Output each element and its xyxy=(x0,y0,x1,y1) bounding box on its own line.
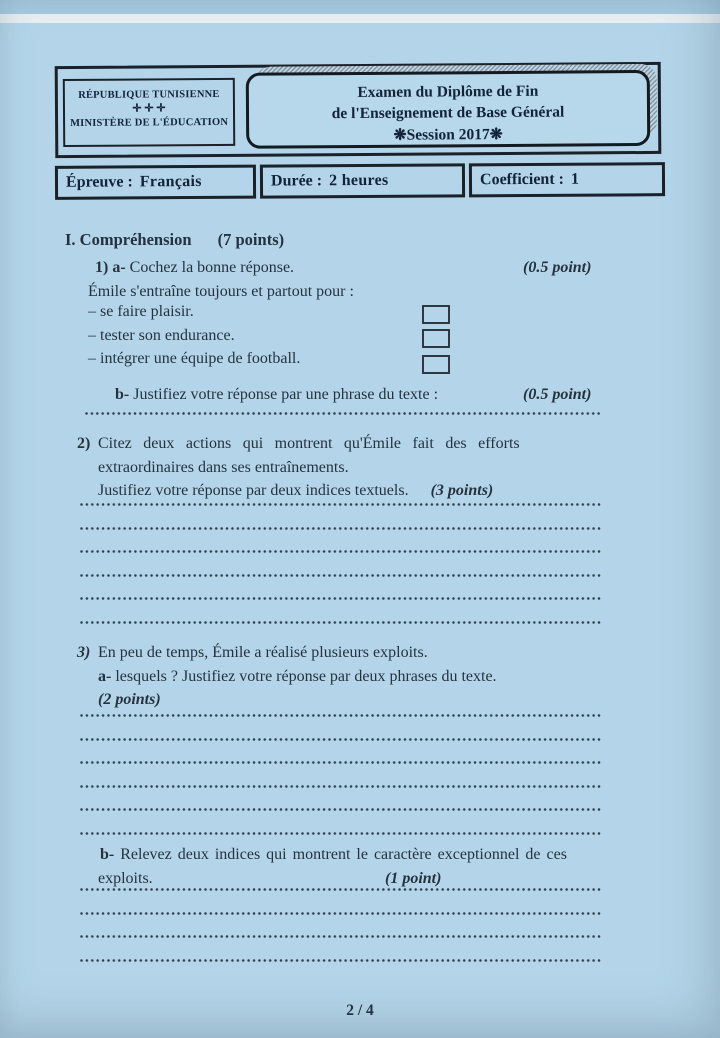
info-cell-duree xyxy=(260,163,465,198)
answer-dotted-line xyxy=(80,714,602,717)
question-3b-prompt-line1 xyxy=(65,843,605,867)
answer-dotted-line xyxy=(80,621,602,624)
exam-title-line2: de l'Enseignement de Base Général xyxy=(331,103,565,123)
exam-title-box xyxy=(246,70,651,149)
ministry-box xyxy=(63,78,235,147)
coefficient-value: 1 xyxy=(570,170,580,188)
exam-title-line1: Examen du Diplôme de Fin xyxy=(357,82,539,102)
question-1a-number: 1) a- xyxy=(95,259,126,276)
answer-area-q2[interactable] xyxy=(80,503,602,644)
ministry-label: MINISTÈRE DE L'ÉDUCATION xyxy=(70,117,229,130)
question-2-text1: Citez deux actions qui montrent qu'Émile fait des efforts xyxy=(98,435,520,452)
question-3-statement-line xyxy=(65,641,605,665)
section-title xyxy=(65,230,605,250)
option-row-1 xyxy=(65,303,605,327)
option-2-checkbox[interactable] xyxy=(422,329,450,348)
exam-info-row xyxy=(55,162,665,200)
answer-dotted-line xyxy=(80,888,602,891)
option-1-checkbox[interactable] xyxy=(422,305,450,324)
answer-dotted-line xyxy=(80,761,602,764)
answer-area-q3b[interactable] xyxy=(80,888,602,982)
question-3b-text1: Relevez deux indices qui montrent le caractère exceptionnel de ces xyxy=(120,846,567,863)
question-3 xyxy=(65,641,605,712)
option-3-label: – intégrer une équipe de football. xyxy=(88,350,301,367)
answer-dotted-line xyxy=(80,503,602,506)
info-cell-coefficient xyxy=(469,162,665,197)
question-1a-points: (0.5 point) xyxy=(523,259,592,276)
answer-dotted-line xyxy=(80,574,602,577)
question-3a-prompt xyxy=(65,665,605,689)
option-1-label: – se faire plaisir. xyxy=(88,303,194,320)
answer-dotted-line xyxy=(80,597,602,600)
option-row-3 xyxy=(65,350,605,376)
answer-dotted-line xyxy=(80,785,602,788)
page-number: 2 / 4 xyxy=(346,1002,374,1019)
question-3b-text2: exploits. xyxy=(98,869,153,887)
question-1b-number: b- xyxy=(115,386,130,403)
question-2-line2: extraordinaires dans ses entraînements. xyxy=(98,458,349,476)
crosses-ornament: ✛ ✛ ✛ xyxy=(132,102,166,115)
epreuve-value: Français xyxy=(139,172,202,191)
section-title-text: I. Compréhension xyxy=(65,230,192,249)
answer-area-q3a[interactable] xyxy=(80,714,602,855)
exam-session: ❋Session 2017❋ xyxy=(393,125,503,144)
answer-dotted-line xyxy=(80,527,602,530)
exam-header-frame xyxy=(55,62,662,158)
question-1b-points: (0.5 point) xyxy=(523,386,592,403)
option-2-label: – tester son endurance. xyxy=(88,326,235,344)
question-3-number: 3) xyxy=(77,644,91,661)
answer-dotted-line xyxy=(85,412,600,415)
epreuve-label: Épreuve : xyxy=(65,173,133,191)
duree-value: 2 heures xyxy=(329,171,389,190)
question-1b-prompt xyxy=(65,383,605,407)
duree-label: Durée : xyxy=(270,172,323,190)
question-2-line1 xyxy=(65,432,605,456)
question-1 xyxy=(65,256,605,407)
answer-dotted-line xyxy=(80,912,602,915)
question-3b-points: (1 point) xyxy=(385,869,442,887)
question-2-points: (3 points) xyxy=(430,482,494,499)
question-1a-prompt xyxy=(65,256,605,280)
answer-dotted-line xyxy=(80,959,602,962)
question-3-statement: En peu de temps, Émile a réalisé plusieurs exploits. xyxy=(98,644,428,661)
answer-dotted-line xyxy=(80,738,602,741)
section-points: (7 points) xyxy=(217,230,285,249)
answer-dotted-line xyxy=(80,550,602,553)
option-3-checkbox[interactable] xyxy=(422,355,450,374)
coefficient-label: Coefficient : xyxy=(479,170,565,189)
question-3b xyxy=(65,843,605,890)
exam-title-inner xyxy=(246,70,651,149)
question-1a-intro: Émile s'entraîne toujours et partout pour : xyxy=(88,282,354,300)
republic-label: RÉPUBLIQUE TUNISIENNE xyxy=(78,88,220,101)
question-2-text3: Justifiez votre réponse par deux indices textuels. xyxy=(98,482,409,499)
question-3a-text: lesquels ? Justifiez votre réponse par deux phrases du texte. xyxy=(115,667,497,685)
info-cell-epreuve xyxy=(55,165,256,200)
question-1a-text: Cochez la bonne réponse. xyxy=(129,259,295,276)
answer-dotted-line xyxy=(80,832,602,835)
scan-edge-band xyxy=(0,0,720,14)
question-3b-number: b- xyxy=(100,846,115,863)
question-3a-points: (2 points) xyxy=(98,691,161,708)
question-3b-prompt-line2 xyxy=(65,867,605,891)
question-3a-number: a- xyxy=(98,667,112,685)
scan-edge-strip xyxy=(0,14,720,23)
answer-dotted-line xyxy=(80,935,602,938)
answer-dotted-line xyxy=(80,808,602,811)
question-2 xyxy=(65,432,605,503)
question-2-line3 xyxy=(65,479,605,503)
question-2-number: 2) xyxy=(77,435,91,452)
question-1b-text: Justifiez votre réponse par une phrase du texte : xyxy=(133,386,439,403)
option-row-2 xyxy=(65,327,605,351)
